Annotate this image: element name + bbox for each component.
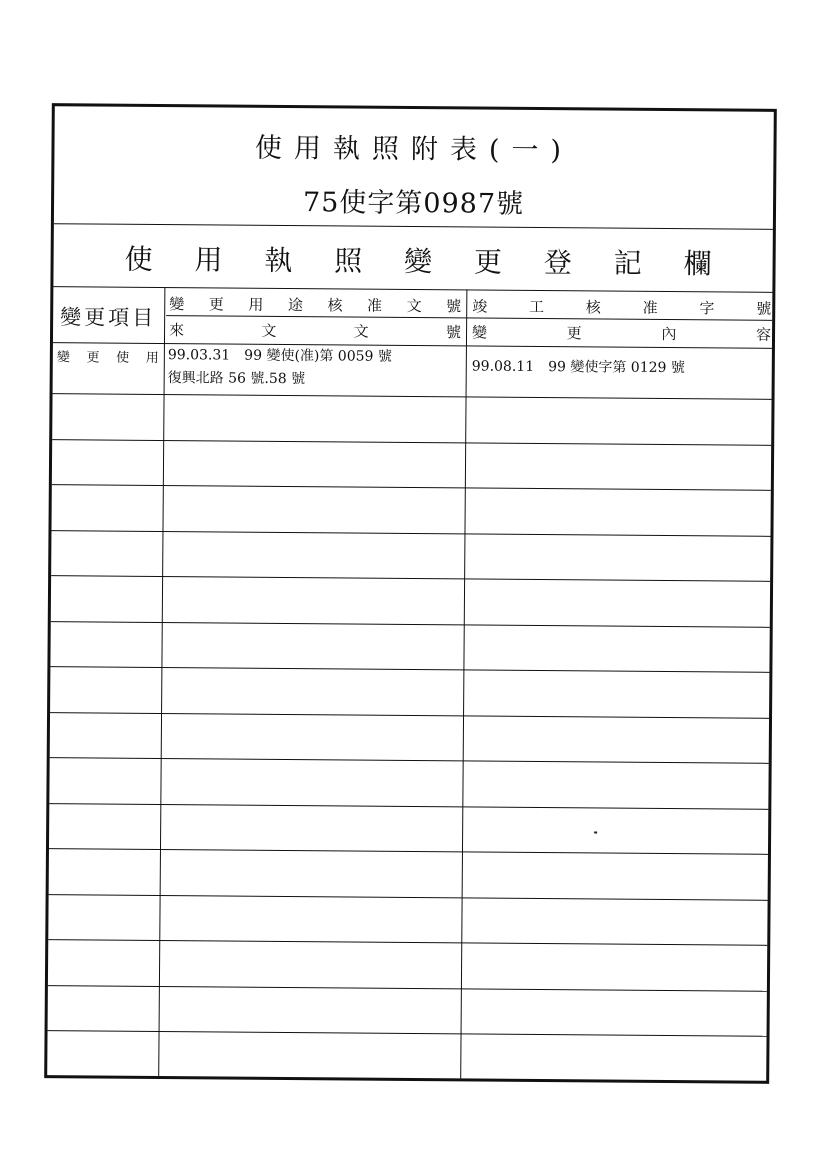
section-title-char-1: 使 xyxy=(124,242,153,276)
source-header-char-2: 文 xyxy=(261,321,277,340)
row-1-item-char-2: 更 xyxy=(86,349,100,366)
section-title-char-7: 登 xyxy=(543,246,572,280)
section-title-char-6: 更 xyxy=(473,245,503,279)
column-divider-2 xyxy=(460,289,467,1078)
table-row-line xyxy=(49,803,768,810)
source-header-char-4: 號 xyxy=(445,322,462,341)
table-row-line xyxy=(50,712,769,719)
approval-header-char-8: 號 xyxy=(446,296,462,315)
content-header-char-4: 容 xyxy=(755,325,772,344)
license-attachment-form xyxy=(44,103,777,1084)
approval-header-char-5: 核 xyxy=(327,295,343,314)
table-row-line xyxy=(51,621,770,628)
change-item-header: 變更項目 xyxy=(60,305,157,330)
section-title-char-4: 照 xyxy=(334,244,363,278)
change-content-header xyxy=(469,319,774,345)
content-header-char-1: 變 xyxy=(471,322,488,342)
stray-mark xyxy=(594,831,597,833)
content-header-char-3: 內 xyxy=(661,324,677,343)
table-row-line xyxy=(48,939,767,946)
row-1-item-char-3: 使 xyxy=(116,350,130,366)
form-title: 使用執照附表(一) xyxy=(254,132,574,167)
approval-number-header xyxy=(166,291,464,317)
row-1-item-char-1: 變 xyxy=(56,349,70,365)
table-row-line xyxy=(52,484,771,491)
section-title-char-5: 變 xyxy=(403,244,433,279)
approval-header-char-7: 文 xyxy=(406,296,422,315)
completion-header-char-2: 工 xyxy=(528,297,545,316)
row-1-item-char-4: 用 xyxy=(145,350,159,366)
section-title-char-3: 執 xyxy=(264,243,293,278)
table-row-line xyxy=(49,894,768,901)
source-document-header xyxy=(166,317,464,343)
table-row-line xyxy=(50,666,769,673)
section-title-char-9: 欄 xyxy=(683,247,712,281)
approval-header-char-3: 用 xyxy=(248,295,264,314)
completion-header-char-6: 號 xyxy=(756,299,772,318)
table-row-line xyxy=(52,439,771,446)
approval-header-char-1: 變 xyxy=(169,294,185,313)
section-title-char-8: 記 xyxy=(613,246,642,280)
column-divider-1 xyxy=(158,287,165,1076)
table-row-line xyxy=(48,985,767,992)
completion-header-char-5: 字 xyxy=(699,298,715,317)
table-row-line xyxy=(49,848,768,855)
table-row-1-completion: 99.08.11 99 變使字第 0129 號 xyxy=(471,358,685,377)
section-title xyxy=(53,228,772,292)
approval-header-char-2: 更 xyxy=(208,294,224,314)
completion-header-char-3: 核 xyxy=(585,297,601,316)
table-row-line xyxy=(48,1030,767,1037)
table-row-1-source: 復興北路 56 號.58 號 xyxy=(167,370,306,388)
table-row-1-approval: 99.03.31 99 變使(准)第 0059 號 xyxy=(167,347,392,365)
completion-header-char-1: 竣 xyxy=(472,296,488,316)
source-header-char-1: 來 xyxy=(168,320,185,339)
table-row-line xyxy=(51,575,770,582)
table-row-line xyxy=(51,530,770,537)
section-title-char-2: 用 xyxy=(194,243,223,277)
source-header-char-3: 文 xyxy=(353,322,369,341)
approval-header-char-6: 准 xyxy=(367,296,383,315)
completion-approval-header xyxy=(469,293,774,319)
content-header-char-2: 更 xyxy=(566,323,582,342)
approval-header-char-4: 途 xyxy=(287,295,304,314)
license-number: 75使字第0987號 xyxy=(302,187,525,220)
table-row-line xyxy=(53,393,772,400)
completion-header-char-4: 准 xyxy=(642,298,658,317)
table-row-1-change-item xyxy=(53,344,163,367)
table-row-lines xyxy=(55,106,774,112)
table-row-line xyxy=(50,757,769,764)
